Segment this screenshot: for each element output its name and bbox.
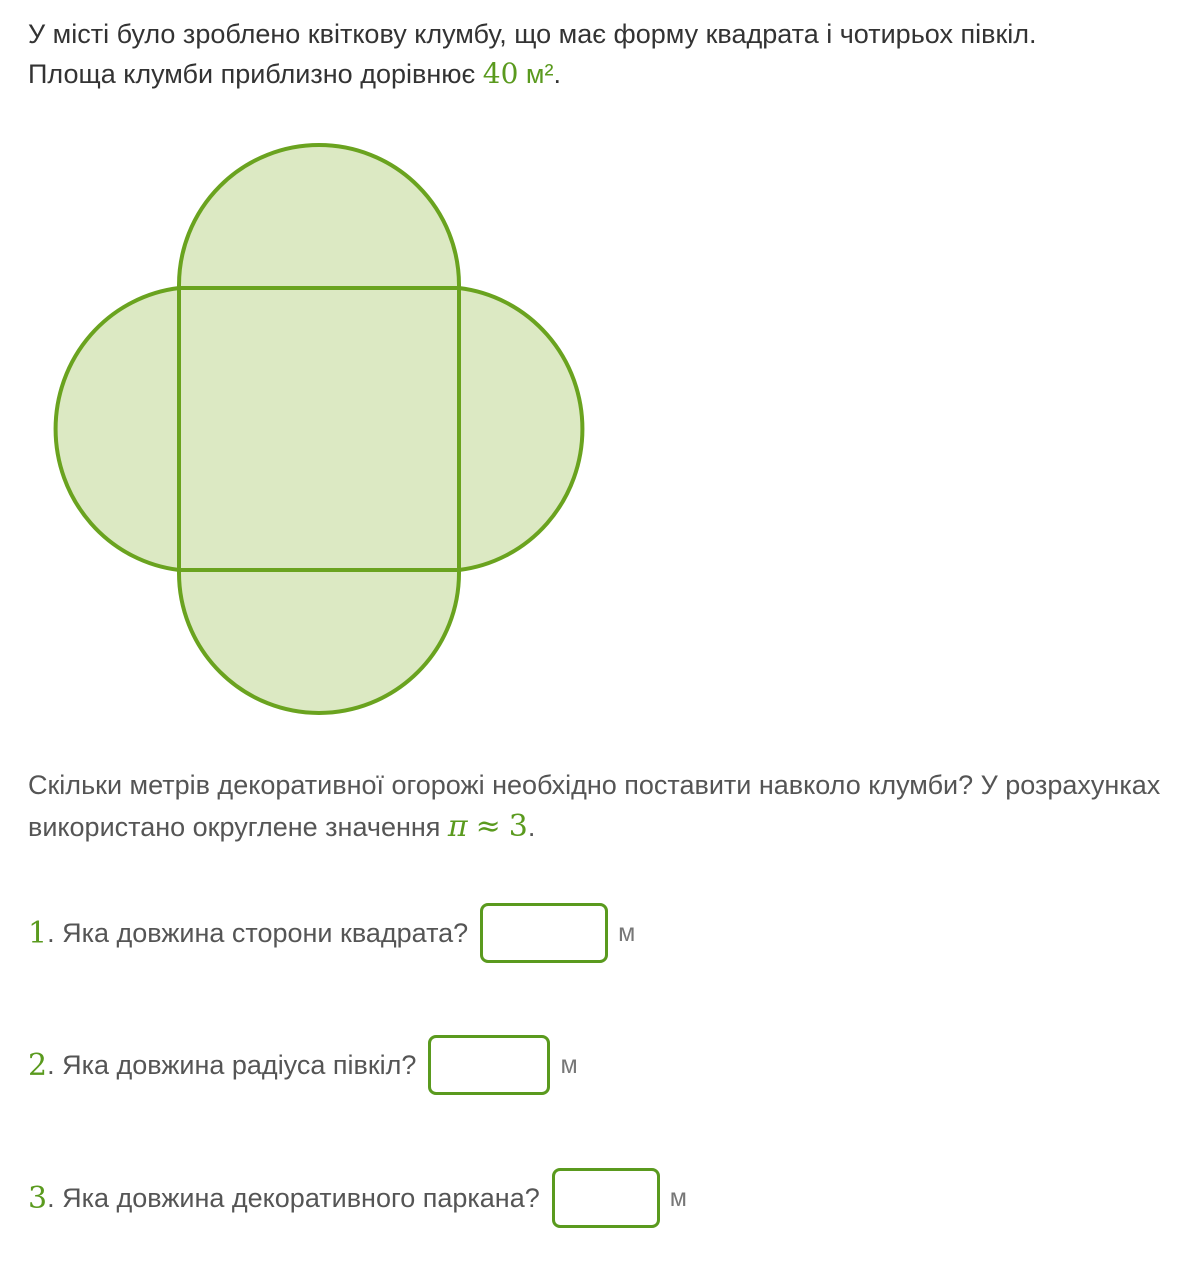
intro-line-2 — [28, 54, 1148, 94]
task-3-text: . Яка довжина декоративного паркана? — [47, 1182, 540, 1213]
question-line-2-suffix: . — [527, 812, 536, 842]
task-2-index: 2 — [28, 1047, 48, 1083]
intro-line-2-suffix: . — [553, 59, 561, 89]
task-1 — [28, 902, 635, 964]
left-semicircle — [56, 288, 179, 570]
pi-approximation — [448, 809, 528, 844]
bottom-semicircle — [179, 570, 459, 713]
intro-line-1: У місті було зроблено квіткову клумбу, що має форму квадрата і чотирьох півкіл. — [28, 19, 1037, 49]
area-unit: м² — [518, 59, 554, 89]
pi-symbol: π — [447, 809, 468, 844]
square-side-input[interactable] — [480, 903, 608, 963]
question-line-2 — [28, 806, 1168, 848]
question-text — [28, 764, 1168, 848]
task-2 — [28, 1034, 578, 1096]
task-1-text: . Яка довжина сторони квадрата? — [47, 917, 469, 948]
question-line-1: Скільки метрів декоративної огорожі необхідно поставити навколо клумби? У розрахунках — [28, 770, 1161, 800]
right-semicircle — [459, 288, 582, 570]
top-semicircle — [179, 145, 459, 288]
task-2-unit: м — [560, 1050, 578, 1079]
flowerbed-diagram — [0, 130, 640, 730]
central-square — [179, 288, 459, 570]
task-1-unit: м — [618, 918, 636, 947]
flowerbed-shape — [56, 145, 583, 713]
task-1-index: 1 — [28, 915, 48, 951]
intro-line-2-prefix: Площа клумби приблизно дорівнює — [28, 59, 483, 89]
approx-symbol: ≈ — [475, 809, 501, 844]
radius-input[interactable] — [428, 1035, 550, 1095]
task-3 — [28, 1167, 687, 1229]
problem-intro — [28, 14, 1148, 94]
task-2-text: . Яка довжина радіуса півкіл? — [47, 1049, 417, 1080]
area-value: 40 — [482, 57, 519, 90]
question-line-2-prefix: використано округлене значення — [28, 812, 448, 842]
flowerbed-figure — [0, 130, 640, 730]
pi-value: 3 — [508, 809, 528, 844]
task-3-index: 3 — [28, 1180, 48, 1216]
fence-length-input[interactable] — [552, 1168, 660, 1228]
task-3-unit: м — [669, 1183, 687, 1212]
